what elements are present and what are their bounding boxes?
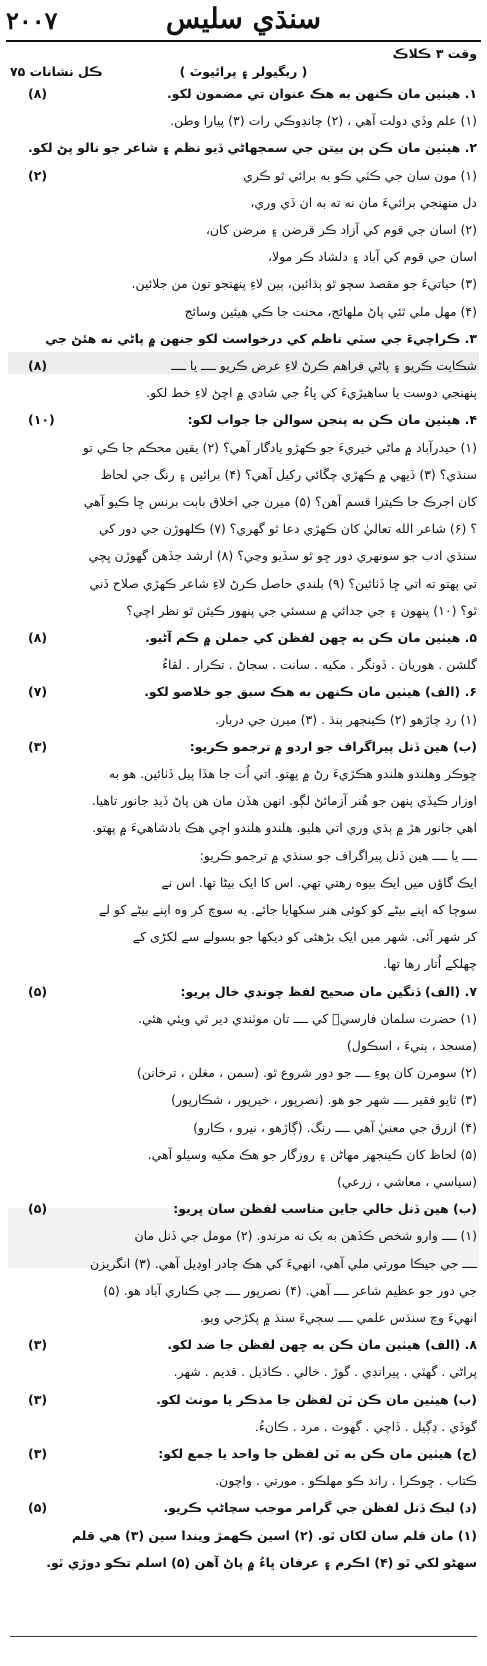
question-line: (ب) هين ڏنل پيراگراف جو اردو ۾ ترجمو ڪريو:: [189, 738, 477, 754]
question-line: ۵. هيٺين مان ڪن به ڇهن لفظن کي جملن ۾ ڪم آڻيو.: [144, 630, 477, 645]
marks-label: (۳): [28, 1337, 48, 1353]
question-line: تي پهتو ته اتي ڇا ڏٺائين؟ (۹) بلندي حاصل ڪرڻ لاءِ شاعر ڪهڙي صلاح ڏني: [89, 575, 477, 591]
question-line: (۲) اسان جي قوم کي آزاد ڪر قرضن ۽ مرضن کان،: [205, 222, 477, 237]
question-line: اسان جي قوم کي آباد ۽ دلشاد ڪر مولا،: [267, 249, 477, 265]
question-line: سنڌي؟ (۳) ڏيهي ۾ ڪهڙي چڱائي رکيل آهي؟ (۴) برائين ۽ رنگ جي لحاظ: [100, 466, 477, 482]
question-line: گلشن . هوريان . ڏونگر . مکيه . سانت . سجاڻ . تڪرار . لقاءُ: [162, 657, 477, 673]
question-line: ۸. (الف) هيٺين مان ڪن به ڇهن لفظن جا ضد لکو.: [167, 1337, 477, 1353]
question-line: ۴. هيٺين مان ڪن به پنجن سوالن جا جواب لکو:: [187, 412, 477, 428]
question-line: (۱) ــــ وارو شخص ڪڏهن به بک نه مرندو. (۲) مومل جي ڏنل مان: [134, 1228, 477, 1244]
marks-label: (۳): [28, 1446, 48, 1461]
question-line: (ج) هيٺين مان ڪن به ٽن لفظن جا واحد يا جمع لکو:: [158, 1446, 477, 1461]
question-line: ٿو؟ (۱۰) پنهون ۽ جي جدائي ۾ سسئي جي پنهور ڪيئن ٿو نظر اچي؟: [126, 602, 477, 618]
question-line: (ب) هين ڏنل خالي جاين مناسب لفظن سان ڀريو:: [173, 1201, 477, 1217]
question-line: چهلکے اُتار رها تها.: [382, 956, 477, 972]
header-divider: [6, 40, 481, 42]
question-line: شڪايت ڪريو ۽ پاڻي فراهم ڪرڻ لاءِ عرض ڪريو ــــ يا ــــ: [171, 358, 477, 373]
question-line: ۷. (الف) ڏنگين مان صحيح لفظ چونڊي خال پريو:: [180, 983, 477, 999]
marks-label: (۳): [28, 738, 48, 754]
question-line: دل منهنجي برائيءَ مان نه ته به ان ڏي وري،: [250, 194, 477, 210]
question-line: (۱) مان قلم سان لکان ٿو. (۲) اسين ڪهمڙ ويندا سين (۳) هي قلم: [71, 1527, 477, 1543]
question-line: (د) ليڪ ڏنل لفظن جي گرامر موجب سڃاڻپ ڪريو.: [163, 1500, 477, 1516]
question-line: (۴) مهل ملي ٿئي پاڻ ملهائج، محنت جا ڪي هيئين وسائج: [184, 303, 477, 319]
question-line: سهڻو لکي ٿو (۴) اڪرم ۽ عرفان ڀاءُ ۾ پاڻ آهن (۵) اسلم تڪو دوڙي ٿو.: [46, 1554, 477, 1570]
total-marks: ڪل نشانات ۷۵: [10, 64, 103, 79]
question-line: ــــ جي جيڪا مورتي ملي آهي، انهيءَ کي هڪ چادر اوڍيل آهي. (۳) انگريزن: [89, 1255, 477, 1271]
question-line: کر شهر آئی. شهر ميں ايک بڑهئی کو ديکها جو بسولے سے لکڑی کے: [132, 929, 477, 945]
question-line: (۱) رڍ چاڙهو (۲) ڪينجهر ٻنڌ . (۳) ميرن جي دربار.: [215, 711, 477, 727]
question-line: ۱. هيٺين مان ڪنهن به هڪ عنوان تي مضمون لکو.: [167, 86, 477, 101]
question-line: ڪتاب . ڇوڪرا . راند ڪو مهلڪو . مورتي . واچون.: [215, 1473, 477, 1489]
exam-subtitle: ( ريگيولر ۽ پرائيوٽ ): [179, 64, 308, 79]
bottom-rule: [10, 1636, 477, 1637]
question-line: ۲. هيٺين مان ڪن ٻن بيتن جي سمجهاڻي ڏيو نظم ۽ شاعر جو نالو پڻ لکو.: [27, 140, 477, 156]
question-line: پراڻي . گهٽي . پيرانڊي . گوڙ . خالي . ڪاڌيل . قديم . شهر.: [173, 1364, 477, 1380]
question-line: ڇوڪر وهلندو هلندو هڪڙيءَ رڻ ۾ پهتو. اتي اُت جا هڏا پيل ڏٺائين. هو به: [108, 766, 477, 781]
page-title: سنڌي سليس: [165, 2, 322, 35]
marks-label: (۵): [28, 1500, 48, 1516]
question-line: کان اجرڪ جا ڪيترا قسم آهن؟ (۵) ميرن جي اخلاق بابت برنس ڇا ڪيو آهي: [83, 494, 477, 509]
question-line: سنڌي ادب جو سونهري دور ڇو ٿو سڏيو وڃي؟ (۸) ارشد جڏهن گهوڙن ڀچي: [88, 548, 477, 564]
marks-label: (۵): [28, 1201, 48, 1217]
question-line: سوچا که اپنے بيٹے کو کوئی هنر سکهايا جائے. يه سوچ کر وه اپنے بيٹے کو لے: [98, 902, 477, 917]
question-line: (۱) علم وڏي دولت آهي ، (۲) چانڊوڪي رات (۳) پيارا وطن.: [170, 113, 477, 129]
marks-label: (۸): [28, 358, 48, 373]
question-line: ؟ (۶) شاعر الله تعاليٰ کان ڪهڙي دعا ٿو گهري؟ (۷) ڪلهوڙن جي دور کي: [98, 521, 477, 537]
marks-label: (۳): [28, 1391, 48, 1407]
marks-label: (۵): [28, 983, 48, 999]
question-line: گوڏي . ڍڳيل . ڏاچي . گهوٽ . مرد . ڪانءُ.: [254, 1418, 477, 1434]
question-line: (۱) حيدرآباد ۾ ماڻي خيريءَ جو ڪهڙو يادگار آهي؟ (۲) يقين محڪم جا ڪي تو: [82, 439, 477, 455]
marks-label: (۸): [28, 630, 48, 645]
marks-label: (۷): [28, 684, 48, 700]
marks-label: (۱۰): [28, 412, 55, 428]
question-line: پنهنجي دوست يا ساهيڙيءَ کي ڀاءُ جي شادي ۾ اچڻ لاءِ خط لکو.: [146, 385, 477, 401]
question-line: اهي جانور هڙ ۾ ٻڌي وري اتي هليو. هلندو هلندو اچي هڪ بادشاهيءَ ۾ پهتو.: [92, 820, 477, 836]
question-line: (ب) هيٺين مان ڪن ٽن لفظن جا مذڪر يا مونث لکو.: [156, 1391, 477, 1407]
question-line: ــــ يا ــــ هين ڏنل پيراگراف جو سنڌي ۾ ترجمو ڪريو:: [199, 847, 477, 863]
question-line: (سياسي ، معاشي ، زرعي): [336, 1174, 477, 1189]
question-line: (مسجد ، ٻنيءَ ، اسڪول): [346, 1038, 477, 1053]
question-line: (۱) حضرت سلمان فارسيؓ کي ــــ تان موٽندي دير ٿي ويئي هئي.: [137, 1010, 477, 1026]
question-line: ۳. ڪراچيءَ جي سٽي ناظم کي درخواست لکو جنهن ۾ پاڻي نه هئڻ جي: [45, 330, 477, 346]
question-line: ايڪ گاؤں ميں ايڪ بيوه رهتي تهي. اس کا ايک بيٹا تها. اس نے: [161, 874, 477, 890]
time-label: وقت ۳ ڪلاڪ: [392, 46, 477, 61]
question-line: (۱) مون سان جي ڪٽي ڪو به برائي ٿو ڪري: [243, 167, 477, 183]
question-line: (۳) ٿايو فقير ــــ شهر جو هو. (نصرپور ، خيرپور ، شڪارپور): [171, 1092, 477, 1108]
question-line: (۵) لحاظ کان ڪينجهر مهاڻن ۽ روزگار جو هڪ مکيه وسيلو آهي.: [147, 1146, 477, 1162]
marks-label: (۸): [28, 86, 48, 101]
question-line: ۶. (الف) هيٺين مان ڪنهن به هڪ سبق جو خلاصو لکو.: [144, 684, 477, 700]
question-line: اوزار ڪيڏي پنهن جو هُنر آزمائڻ لڳو. انهن هڏن مان هن پاڻ ڏيڊ جانور تاهيا.: [91, 793, 477, 809]
question-line: انهيءَ وچ سنڌس علمي ــــ سڄيءَ سنڌ ۾ پکڙجي ويو.: [199, 1310, 477, 1325]
question-line: (۲) سومرن کان پوءِ ــــ جو دور شروع ٿو. (سمن ، مغلن ، ترخانن): [136, 1065, 477, 1081]
question-line: (۴) ازرق جي معنيٰ آهي ــــ رنگ. (ڳاڙهو ، نيرو ، ڪارو): [193, 1119, 477, 1135]
question-line: جي دور جو عظيم شاعر ــــ آهي. (۴) نصرپور ــــ جي ڪناري آباد هو. (۵): [103, 1282, 477, 1298]
question-line: (۳) حياتيءَ جو مقصد سچو ٿو ٻڌائين، ٻين لاءِ پنهنجو تون من جلائين.: [131, 276, 477, 292]
year-label: ۲۰۰۷: [6, 6, 58, 35]
marks-label: (۲): [28, 167, 48, 183]
